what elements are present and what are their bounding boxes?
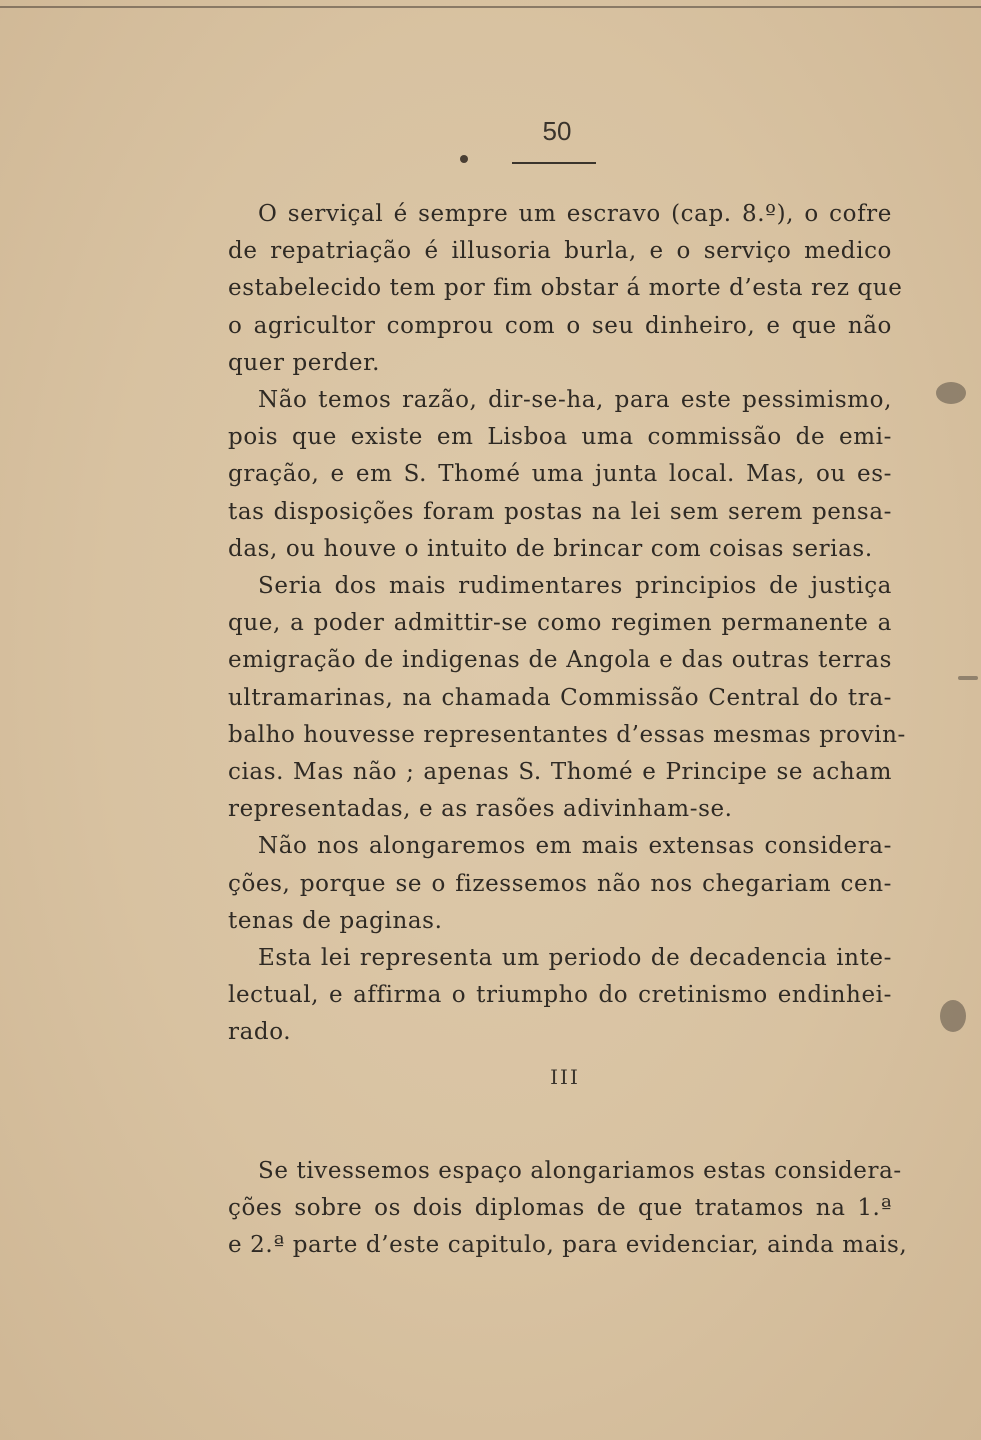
text-line: tas disposições foram postas na lei sem serem pensa- bbox=[228, 498, 892, 525]
text-line: das, ou houve o intuito de brincar com coisas serias. bbox=[228, 535, 873, 562]
text-line: Se tivessemos espaço alongariamos estas considera- bbox=[258, 1158, 902, 1184]
paragraph-p3 bbox=[228, 568, 906, 828]
text-line: representadas, e as rasões adivinham-se. bbox=[228, 796, 733, 823]
text-line: de repatriação é illusoria burla, e o serviço medico bbox=[228, 238, 892, 265]
text-line: que, a poder admittir-se como regimen permanente a bbox=[228, 610, 892, 637]
paragraph-p1 bbox=[228, 196, 903, 382]
text-line: o agricultor comprou com o seu dinheiro, e que não bbox=[228, 312, 892, 339]
text-block-main bbox=[228, 196, 906, 1052]
margin-smudge bbox=[940, 1000, 966, 1032]
ink-dot bbox=[460, 155, 468, 163]
text-line: gração, e em S. Thomé uma junta local. Mas, ou es- bbox=[228, 461, 892, 488]
text-line: pois que existe em Lisboa uma commissão de emi- bbox=[228, 424, 892, 451]
text-line: Esta lei representa um periodo de decadencia inte- bbox=[258, 945, 892, 972]
text-line: O serviçal é sempre um escravo (cap. 8.º), o cofre bbox=[258, 201, 892, 227]
text-line: ultramarinas, na chamada Commissão Central do tra- bbox=[228, 684, 892, 711]
margin-smudge bbox=[936, 382, 966, 404]
text-line: rado. bbox=[228, 1019, 292, 1046]
text-block-section-three bbox=[228, 1153, 908, 1265]
paragraph-p2 bbox=[228, 382, 892, 568]
text-line: estabelecido tem por fim obstar á morte d’esta rez que bbox=[228, 275, 903, 302]
page-number: 50 bbox=[542, 116, 572, 146]
text-line: Não temos razão, dir-se-ha, para este pessimismo, bbox=[258, 387, 892, 414]
text-line: ções sobre os dois diplomas de que tratamos na 1.ª bbox=[228, 1195, 892, 1222]
paragraph-p4 bbox=[228, 828, 892, 940]
text-line: Não nos alongaremos em mais extensas considera- bbox=[258, 833, 892, 860]
text-line: cias. Mas não ; apenas S. Thomé e Principe se acham bbox=[228, 759, 892, 786]
text-line: lectual, e affirma o triumpho do cretinismo endinhei- bbox=[228, 982, 892, 1009]
text-line: balho houvesse representantes d’essas mesmas provin- bbox=[228, 721, 906, 748]
paragraph-p5 bbox=[228, 940, 892, 1052]
section-heading: III bbox=[550, 1065, 580, 1089]
text-line: emigração de indigenas de Angola e das outras terras bbox=[228, 647, 892, 674]
text-line: quer perder. bbox=[228, 349, 381, 376]
text-line: tenas de paginas. bbox=[228, 907, 443, 934]
text-line: e 2.ª parte d’este capitulo, para evidenciar, ainda mais, bbox=[228, 1232, 908, 1259]
margin-smudge bbox=[958, 676, 978, 680]
text-line: Seria dos mais rudimentares principios de justiça bbox=[258, 573, 892, 600]
text-line: ções, porque se o fizessemos não nos chegariam cen- bbox=[228, 870, 892, 897]
top-edge-rule bbox=[0, 6, 981, 8]
header-rule bbox=[512, 162, 596, 164]
paragraph-p6 bbox=[228, 1153, 908, 1265]
